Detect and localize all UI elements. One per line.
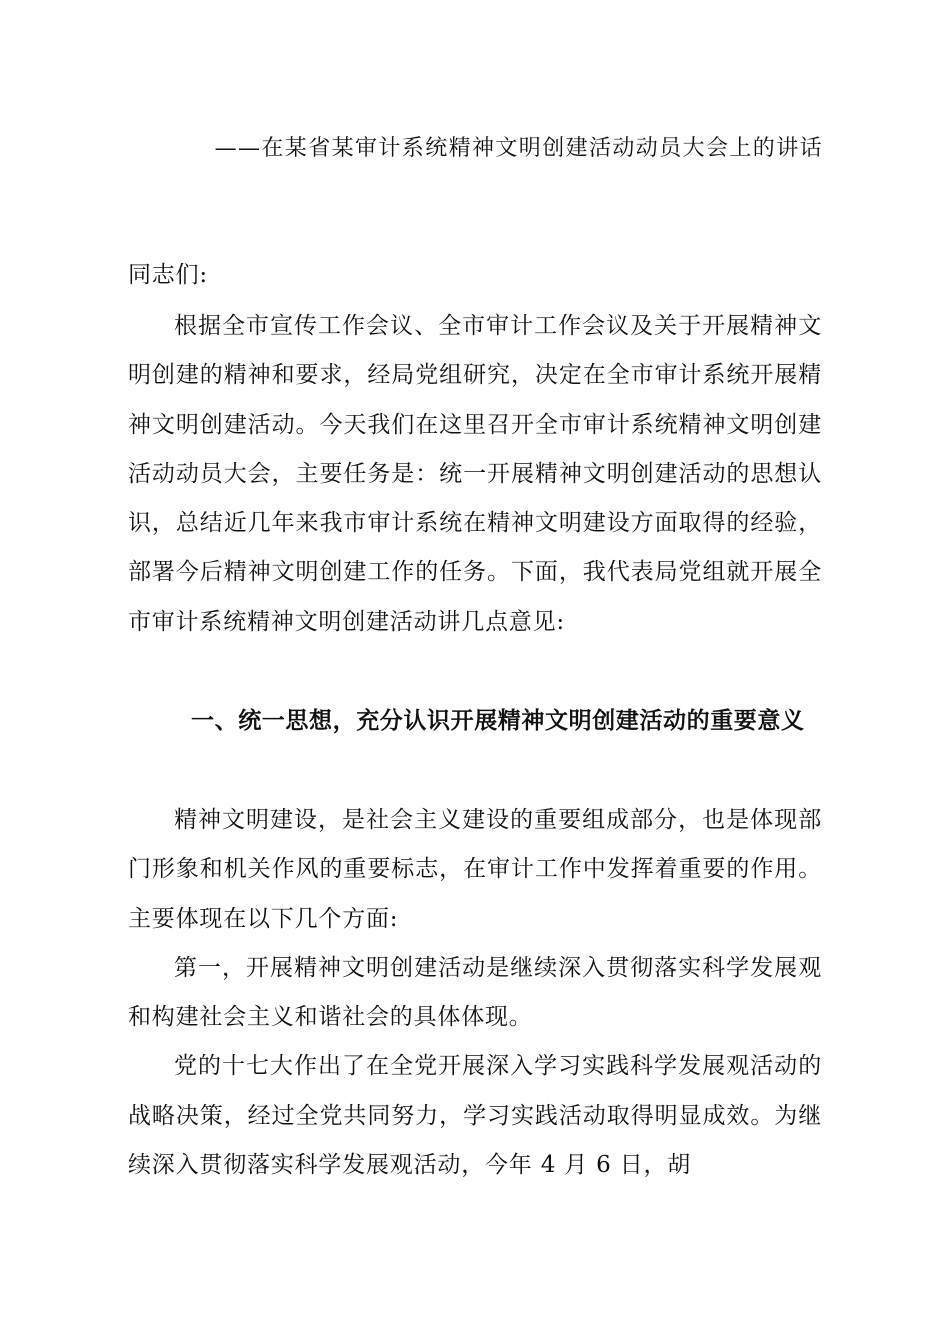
point-one-paragraph: 第一，开展精神文明创建活动是继续深入贯彻落实科学发展观和构建社会主义和谐社会的具体体现。 — [128, 954, 822, 1031]
speech-subtitle: ——在某省某审计系统精神文明创建活动动员大会上的讲话 — [214, 136, 823, 161]
section-one-paragraph: 精神文明建设，是社会主义建设的重要组成部分，也是体现部门形象和机关作风的重要标志，在审计工作中发挥着重要的作用。主要体现在以下几个方面: — [128, 807, 822, 932]
section-one-body — [128, 796, 822, 1190]
greeting: 同志们: — [128, 262, 208, 288]
intro-block — [128, 302, 822, 647]
point-one-detail-paragraph: 党的十七大作出了在全党开展深入学习实践科学发展观活动的战略决策，经过全党共同努力，学习实践活动取得明显成效。为继续深入贯彻落实科学发展观活动，今年 4 月 6 日，胡 — [128, 1053, 822, 1179]
section-one-heading: 一、统一思想，充分认识开展精神文明创建活动的重要意义 — [191, 708, 805, 734]
intro-paragraph: 根据全市宣传工作会议、全市审计工作会议及关于开展精神文明创建的精神和要求，经局党组研究，决定在全市审计系统开展精神文明创建活动。今天我们在这里召开全市审计系统精神文明创建活动动员大会，主要任务是：统一开展精神文明创建活动的思想认识，总结近几年来我市审计系统在精神文明建设方面取得的经验，部署今后精神文明创建工作的任务。下面，我代表局党组就开展全市审计系统精神文明创建活动讲几点意见: — [128, 313, 822, 635]
